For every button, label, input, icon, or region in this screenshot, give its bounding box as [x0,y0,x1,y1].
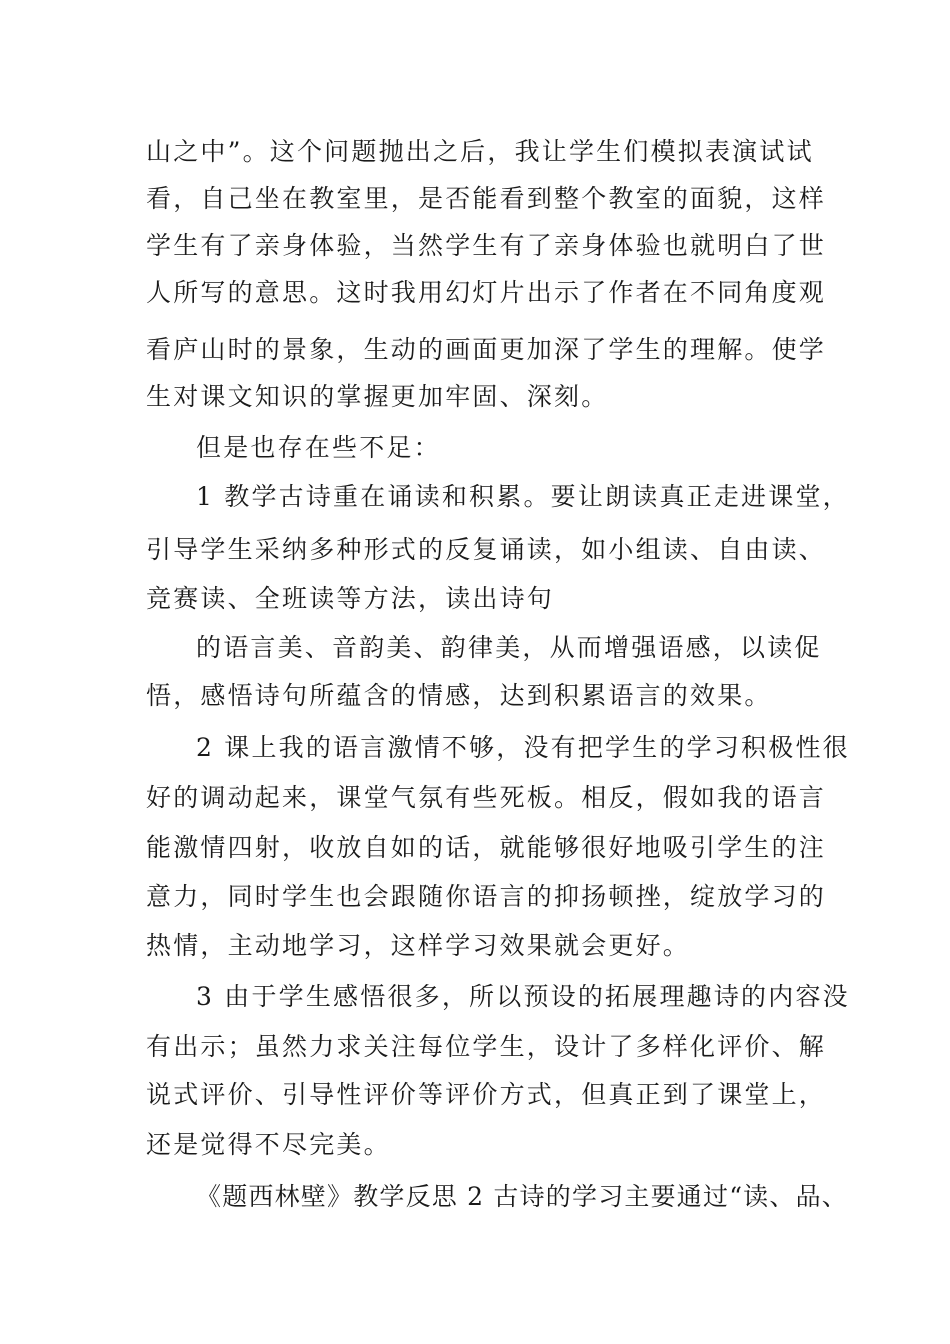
text-line: 的语言美、音韵美、韵律美，从而增强语感，以读促 [196,633,822,662]
text-line: 好的调动起来，课堂气氛有些死板。相反，假如我的语言 [146,783,827,812]
text-line: 悟，感悟诗句所蕴含的情感，达到积累语言的效果。 [146,681,772,710]
text-line: 人所写的意思。这时我用幻灯片出示了作者在不同角度观 [146,278,827,307]
text-line: 看，自己坐在教室里，是否能看到整个教室的面貌，这样 [146,184,827,213]
text-line: 2 课上我的语言激情不够，没有把学生的学习积极性很 [196,733,850,762]
text-line: 但是也存在些不足： [196,433,441,462]
text-line: 还是觉得不尽完美。 [146,1130,391,1159]
text-line: 看庐山时的景象，生动的画面更加深了学生的理解。使学 [146,335,827,364]
text-line: 生对课文知识的掌握更加牢固、深刻。 [146,382,609,411]
text-line: 有出示；虽然力求关注每位学生，设计了多样化评价、解 [146,1032,827,1061]
text-line: 说式评价、引导性评价等评价方式，但真正到了课堂上， [146,1080,827,1109]
text-line: 《题西林壁》教学反思 2 古诗的学习主要通过“读、品、 [196,1182,848,1211]
text-line: 1 教学古诗重在诵读和积累。要让朗读真正走进课堂， [196,482,850,511]
text-line: 3 由于学生感悟很多，所以预设的拓展理趣诗的内容没 [196,982,850,1011]
text-line: 能激情四射，收放自如的话，就能够很好地吸引学生的注 [146,833,827,862]
text-line: 引导学生采纳多种形式的反复诵读，如小组读、自由读、 [146,535,827,564]
text-line: 学生有了亲身体验，当然学生有了亲身体验也就明白了世 [146,231,827,260]
text-line: 山之中”。这个问题抛出之后，我让学生们模拟表演试试 [146,137,814,166]
text-line: 竞赛读、全班读等方法，读出诗句 [146,584,555,613]
text-line: 意力，同时学生也会跟随你语言的抑扬顿挫，绽放学习的 [146,882,827,911]
text-line: 热情，主动地学习，这样学习效果就会更好。 [146,931,691,960]
